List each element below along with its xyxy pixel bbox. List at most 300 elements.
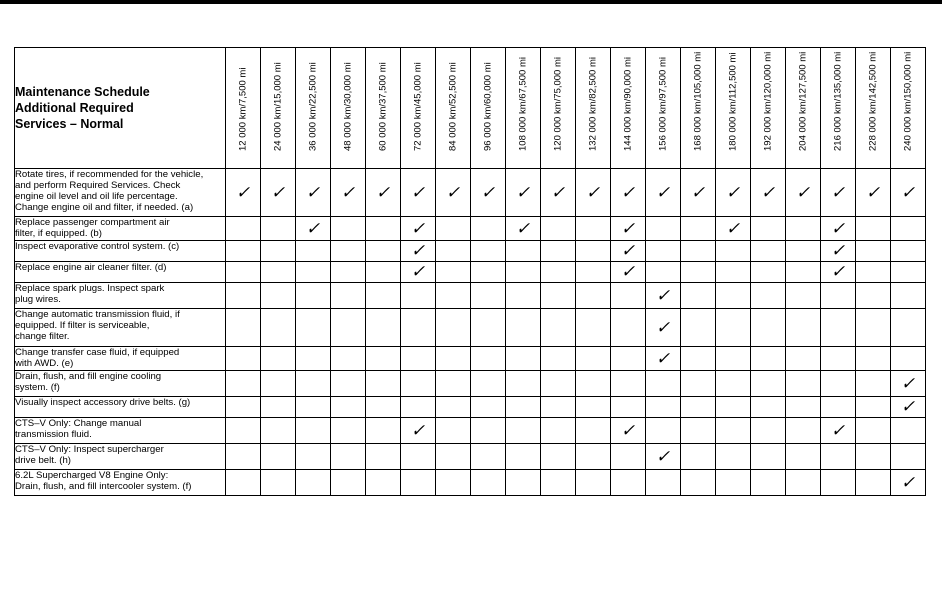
empty-cell	[261, 418, 296, 444]
empty-cell	[261, 470, 296, 496]
empty-cell	[856, 470, 891, 496]
checkmark-icon: ✓	[611, 217, 646, 241]
empty-cell	[506, 418, 541, 444]
empty-cell	[646, 470, 681, 496]
empty-cell	[611, 309, 646, 347]
service-description	[15, 418, 226, 444]
empty-cell	[611, 347, 646, 371]
empty-cell	[471, 397, 506, 418]
empty-cell	[681, 444, 716, 470]
empty-cell	[576, 262, 611, 283]
empty-cell	[506, 241, 541, 262]
checkmark-icon: ✓	[576, 169, 611, 217]
empty-cell	[261, 283, 296, 309]
checkmark-icon: ✓	[646, 347, 681, 371]
empty-cell	[226, 241, 261, 262]
empty-cell	[436, 309, 471, 347]
empty-cell	[751, 217, 786, 241]
empty-cell	[471, 241, 506, 262]
checkmark-icon: ✓	[331, 169, 366, 217]
checkmark-icon: ✓	[821, 418, 856, 444]
empty-cell	[541, 262, 576, 283]
service-text-line: and perform Required Services. Check	[15, 180, 181, 191]
empty-cell	[506, 262, 541, 283]
empty-cell	[611, 444, 646, 470]
service-description	[15, 371, 226, 397]
empty-cell	[366, 309, 401, 347]
empty-cell	[646, 262, 681, 283]
empty-cell	[751, 371, 786, 397]
empty-cell	[226, 444, 261, 470]
interval-label: 180 000 km/112,500 mi	[727, 52, 739, 151]
empty-cell	[261, 309, 296, 347]
empty-cell	[891, 262, 926, 283]
empty-cell	[681, 470, 716, 496]
service-text-line: Replace engine air cleaner filter. (d)	[15, 262, 167, 273]
empty-cell	[226, 283, 261, 309]
interval-header	[366, 48, 401, 169]
interval-label: 144 000 km/90,000 mi	[622, 56, 634, 151]
service-description	[15, 262, 226, 283]
checkmark-icon: ✓	[261, 169, 296, 217]
empty-cell	[751, 444, 786, 470]
empty-cell	[366, 283, 401, 309]
empty-cell	[891, 217, 926, 241]
empty-cell	[226, 262, 261, 283]
checkmark-icon: ✓	[856, 169, 891, 217]
service-text-line: Replace passenger compartment air	[15, 217, 170, 228]
interval-label: 240 000 km/150,000 mi	[902, 51, 914, 151]
empty-cell	[226, 347, 261, 371]
service-text-line: Drain, flush, and fill intercooler system. (f)	[15, 481, 192, 492]
interval-label: 48 000 km/30,000 mi	[342, 62, 354, 151]
interval-header	[681, 48, 716, 169]
interval-label: 96 000 km/60,000 mi	[482, 62, 494, 151]
empty-cell	[856, 444, 891, 470]
empty-cell	[716, 241, 751, 262]
interval-header	[226, 48, 261, 169]
empty-cell	[891, 309, 926, 347]
empty-cell	[471, 418, 506, 444]
empty-cell	[611, 283, 646, 309]
checkmark-icon: ✓	[891, 169, 926, 217]
checkmark-icon: ✓	[401, 262, 436, 283]
interval-label: 204 000 km/127,500 mi	[797, 51, 809, 151]
empty-cell	[891, 283, 926, 309]
checkmark-icon: ✓	[786, 169, 821, 217]
empty-cell	[681, 347, 716, 371]
interval-label: 12 000 km/7,500 mi	[237, 67, 249, 151]
empty-cell	[261, 262, 296, 283]
empty-cell	[646, 241, 681, 262]
empty-cell	[226, 397, 261, 418]
interval-label: 36 000 km/22,500 mi	[307, 62, 319, 151]
service-text-line: CTS–V Only: Change manual	[15, 418, 142, 429]
empty-cell	[436, 217, 471, 241]
empty-cell	[611, 470, 646, 496]
empty-cell	[226, 371, 261, 397]
interval-header	[401, 48, 436, 169]
service-text-line: filter, if equipped. (b)	[15, 228, 102, 239]
empty-cell	[751, 262, 786, 283]
service-text-line: Drain, flush, and fill engine cooling	[15, 371, 162, 382]
empty-cell	[716, 262, 751, 283]
empty-cell	[261, 347, 296, 371]
empty-cell	[576, 347, 611, 371]
empty-cell	[611, 371, 646, 397]
checkmark-icon: ✓	[821, 217, 856, 241]
interval-label: 216 000 km/135,000 mi	[832, 51, 844, 151]
empty-cell	[751, 418, 786, 444]
empty-cell	[786, 347, 821, 371]
empty-cell	[366, 470, 401, 496]
checkmark-icon: ✓	[891, 371, 926, 397]
empty-cell	[716, 283, 751, 309]
empty-cell	[296, 241, 331, 262]
empty-cell	[471, 470, 506, 496]
empty-cell	[471, 444, 506, 470]
empty-cell	[716, 470, 751, 496]
empty-cell	[471, 217, 506, 241]
empty-cell	[716, 397, 751, 418]
service-text-line: Inspect evaporative control system. (c)	[15, 241, 180, 252]
empty-cell	[261, 397, 296, 418]
empty-cell	[331, 418, 366, 444]
empty-cell	[506, 444, 541, 470]
empty-cell	[786, 241, 821, 262]
service-text-line: Replace spark plugs. Inspect spark	[15, 283, 165, 294]
service-description	[15, 169, 226, 217]
empty-cell	[541, 217, 576, 241]
empty-cell	[541, 418, 576, 444]
checkmark-icon: ✓	[751, 169, 786, 217]
empty-cell	[226, 470, 261, 496]
table-row	[15, 241, 926, 262]
checkmark-icon: ✓	[401, 418, 436, 444]
empty-cell	[401, 283, 436, 309]
header-row	[15, 48, 926, 169]
interval-header	[891, 48, 926, 169]
empty-cell	[611, 397, 646, 418]
checkmark-icon: ✓	[436, 169, 471, 217]
empty-cell	[506, 470, 541, 496]
empty-cell	[506, 347, 541, 371]
table-row	[15, 309, 926, 347]
service-text-line: CTS–V Only: Inspect supercharger	[15, 444, 164, 455]
checkmark-icon: ✓	[611, 169, 646, 217]
service-text-line: equipped. If filter is serviceable,	[15, 320, 150, 331]
table-row	[15, 283, 926, 309]
interval-header	[786, 48, 821, 169]
empty-cell	[226, 217, 261, 241]
empty-cell	[331, 309, 366, 347]
service-text-line: engine oil level and oil life percentage.	[15, 191, 178, 202]
empty-cell	[506, 309, 541, 347]
empty-cell	[646, 217, 681, 241]
empty-cell	[401, 397, 436, 418]
empty-cell	[786, 371, 821, 397]
interval-header	[646, 48, 681, 169]
interval-header	[296, 48, 331, 169]
empty-cell	[751, 470, 786, 496]
checkmark-icon: ✓	[646, 444, 681, 470]
empty-cell	[471, 347, 506, 371]
empty-cell	[366, 217, 401, 241]
empty-cell	[401, 309, 436, 347]
empty-cell	[786, 283, 821, 309]
service-text-line: plug wires.	[15, 294, 61, 305]
empty-cell	[786, 397, 821, 418]
service-description	[15, 283, 226, 309]
interval-label: 24 000 km/15,000 mi	[272, 62, 284, 151]
empty-cell	[331, 262, 366, 283]
empty-cell	[821, 397, 856, 418]
maintenance-schedule-table	[14, 47, 926, 496]
service-text-line: Visually inspect accessory drive belts. (g)	[15, 397, 191, 408]
empty-cell	[261, 371, 296, 397]
interval-label: 120 000 km/75,000 mi	[552, 56, 564, 151]
empty-cell	[751, 347, 786, 371]
service-text-line: Rotate tires, if recommended for the vehicle,	[15, 169, 204, 180]
empty-cell	[436, 397, 471, 418]
interval-header	[716, 48, 751, 169]
empty-cell	[821, 470, 856, 496]
empty-cell	[856, 283, 891, 309]
empty-cell	[541, 347, 576, 371]
empty-cell	[506, 371, 541, 397]
interval-header	[331, 48, 366, 169]
empty-cell	[681, 397, 716, 418]
empty-cell	[541, 397, 576, 418]
empty-cell	[751, 309, 786, 347]
table-title	[15, 48, 226, 169]
empty-cell	[226, 418, 261, 444]
empty-cell	[296, 418, 331, 444]
service-text-line: Change transfer case fluid, if equipped	[15, 347, 180, 358]
checkmark-icon: ✓	[716, 217, 751, 241]
empty-cell	[786, 418, 821, 444]
empty-cell	[296, 283, 331, 309]
empty-cell	[576, 470, 611, 496]
interval-header	[261, 48, 296, 169]
table-title-line: Maintenance Schedule	[15, 85, 150, 99]
checkmark-icon: ✓	[891, 470, 926, 496]
empty-cell	[681, 371, 716, 397]
empty-cell	[856, 241, 891, 262]
interval-header	[576, 48, 611, 169]
empty-cell	[331, 397, 366, 418]
empty-cell	[296, 397, 331, 418]
empty-cell	[576, 217, 611, 241]
empty-cell	[576, 444, 611, 470]
empty-cell	[331, 283, 366, 309]
checkmark-icon: ✓	[611, 241, 646, 262]
table-row	[15, 418, 926, 444]
service-text-line: change filter.	[15, 331, 70, 342]
empty-cell	[296, 309, 331, 347]
empty-cell	[436, 262, 471, 283]
empty-cell	[436, 444, 471, 470]
empty-cell	[506, 397, 541, 418]
empty-cell	[296, 347, 331, 371]
empty-cell	[436, 241, 471, 262]
empty-cell	[506, 283, 541, 309]
empty-cell	[786, 217, 821, 241]
checkmark-icon: ✓	[506, 169, 541, 217]
empty-cell	[716, 309, 751, 347]
empty-cell	[366, 444, 401, 470]
empty-cell	[821, 371, 856, 397]
interval-label: 228 000 km/142,500 mi	[867, 51, 879, 151]
interval-label: 84 000 km/52,500 mi	[447, 62, 459, 151]
checkmark-icon: ✓	[646, 283, 681, 309]
empty-cell	[856, 347, 891, 371]
service-text-line: Change automatic transmission fluid, if	[15, 309, 180, 320]
empty-cell	[786, 262, 821, 283]
interval-header	[506, 48, 541, 169]
empty-cell	[716, 444, 751, 470]
interval-label: 192 000 km/120,000 mi	[762, 51, 774, 151]
empty-cell	[471, 309, 506, 347]
empty-cell	[681, 309, 716, 347]
checkmark-icon: ✓	[541, 169, 576, 217]
empty-cell	[471, 283, 506, 309]
interval-header	[541, 48, 576, 169]
interval-label: 168 000 km/105,000 mi	[692, 51, 704, 151]
empty-cell	[891, 347, 926, 371]
empty-cell	[681, 217, 716, 241]
table-title-line: Additional Required	[15, 101, 134, 115]
empty-cell	[576, 371, 611, 397]
empty-cell	[436, 418, 471, 444]
service-description	[15, 217, 226, 241]
empty-cell	[331, 347, 366, 371]
checkmark-icon: ✓	[821, 169, 856, 217]
service-text-line: transmission fluid.	[15, 429, 92, 440]
empty-cell	[296, 444, 331, 470]
empty-cell	[646, 418, 681, 444]
empty-cell	[541, 444, 576, 470]
empty-cell	[821, 347, 856, 371]
empty-cell	[821, 283, 856, 309]
empty-cell	[716, 347, 751, 371]
interval-header	[471, 48, 506, 169]
checkmark-icon: ✓	[611, 262, 646, 283]
checkmark-icon: ✓	[401, 169, 436, 217]
empty-cell	[261, 444, 296, 470]
empty-cell	[436, 347, 471, 371]
table-row	[15, 470, 926, 496]
empty-cell	[366, 347, 401, 371]
empty-cell	[576, 283, 611, 309]
empty-cell	[226, 309, 261, 347]
empty-cell	[576, 309, 611, 347]
empty-cell	[436, 283, 471, 309]
checkmark-icon: ✓	[506, 217, 541, 241]
empty-cell	[401, 347, 436, 371]
empty-cell	[751, 241, 786, 262]
empty-cell	[681, 262, 716, 283]
empty-cell	[541, 371, 576, 397]
empty-cell	[261, 217, 296, 241]
checkmark-icon: ✓	[681, 169, 716, 217]
empty-cell	[856, 309, 891, 347]
empty-cell	[401, 470, 436, 496]
empty-cell	[751, 397, 786, 418]
empty-cell	[856, 418, 891, 444]
empty-cell	[681, 418, 716, 444]
checkmark-icon: ✓	[366, 169, 401, 217]
empty-cell	[751, 283, 786, 309]
top-rule	[0, 0, 942, 4]
service-text-line: 6.2L Supercharged V8 Engine Only:	[15, 470, 169, 481]
table-row	[15, 169, 926, 217]
empty-cell	[366, 241, 401, 262]
empty-cell	[331, 371, 366, 397]
empty-cell	[891, 418, 926, 444]
interval-label: 60 000 km/37,500 mi	[377, 62, 389, 151]
empty-cell	[296, 470, 331, 496]
checkmark-icon: ✓	[401, 217, 436, 241]
service-description	[15, 309, 226, 347]
empty-cell	[471, 371, 506, 397]
empty-cell	[716, 418, 751, 444]
checkmark-icon: ✓	[646, 309, 681, 347]
empty-cell	[541, 283, 576, 309]
interval-label: 132 000 km/82,500 mi	[587, 56, 599, 151]
empty-cell	[576, 241, 611, 262]
empty-cell	[401, 444, 436, 470]
empty-cell	[716, 371, 751, 397]
empty-cell	[366, 418, 401, 444]
empty-cell	[681, 241, 716, 262]
interval-header	[821, 48, 856, 169]
checkmark-icon: ✓	[296, 217, 331, 241]
checkmark-icon: ✓	[296, 169, 331, 217]
empty-cell	[786, 470, 821, 496]
empty-cell	[296, 262, 331, 283]
checkmark-icon: ✓	[891, 397, 926, 418]
checkmark-icon: ✓	[821, 262, 856, 283]
empty-cell	[856, 217, 891, 241]
interval-header	[751, 48, 786, 169]
empty-cell	[821, 309, 856, 347]
checkmark-icon: ✓	[611, 418, 646, 444]
checkmark-icon: ✓	[471, 169, 506, 217]
empty-cell	[471, 262, 506, 283]
empty-cell	[646, 371, 681, 397]
table-row	[15, 217, 926, 241]
empty-cell	[436, 371, 471, 397]
empty-cell	[646, 397, 681, 418]
empty-cell	[331, 444, 366, 470]
empty-cell	[891, 444, 926, 470]
checkmark-icon: ✓	[401, 241, 436, 262]
interval-header	[856, 48, 891, 169]
service-text-line: with AWD. (e)	[15, 358, 74, 369]
empty-cell	[856, 371, 891, 397]
empty-cell	[856, 397, 891, 418]
empty-cell	[331, 241, 366, 262]
service-description	[15, 470, 226, 496]
checkmark-icon: ✓	[646, 169, 681, 217]
service-description	[15, 444, 226, 470]
empty-cell	[576, 418, 611, 444]
empty-cell	[331, 217, 366, 241]
empty-cell	[261, 241, 296, 262]
empty-cell	[576, 397, 611, 418]
interval-label: 156 000 km/97,500 mi	[657, 56, 669, 151]
